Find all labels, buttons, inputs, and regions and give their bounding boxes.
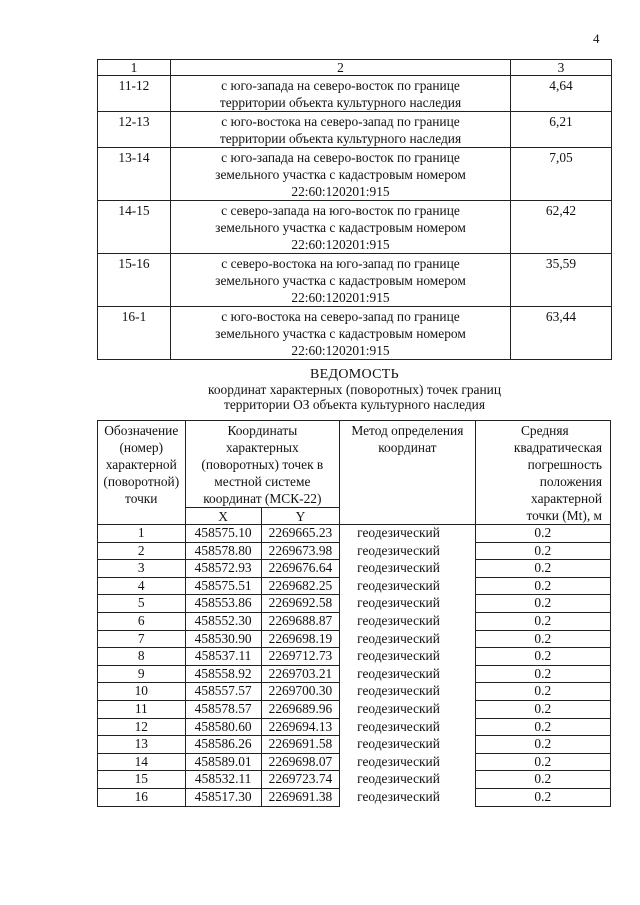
header-line: положения [539,474,602,489]
method-value: геодезический [340,560,475,578]
segments-header-col-3: 3 [511,60,612,76]
coordinate-x: 458589.01 [185,753,261,771]
header-line: местной системе [214,474,311,489]
header-line: Обозначение [104,423,179,438]
segment-description [171,148,511,201]
method-value: геодезический [340,595,475,613]
segment-description-line: земельного участка с кадастровым номером [215,167,466,182]
coordinate-x: 458552.30 [185,612,261,630]
coordinate-row [98,683,611,701]
segment-description-line: земельного участка с кадастровым номером [215,326,466,341]
header-line: Метод определения [351,423,464,438]
segments-table [97,59,612,360]
coordinate-y: 2269688.87 [261,612,339,630]
segment-description-line: с северо-запада на юго-восток по границе [221,203,460,218]
coordinate-x: 458578.57 [185,700,261,718]
coordinate-x: 458557.57 [185,683,261,701]
segment-row [98,112,612,148]
statement-title-line-3: территории ОЗ объекта культурного наследия [224,397,485,412]
segment-length: 7,05 [511,148,612,201]
statement-title-line-1: ВЕДОМОСТЬ [310,367,399,382]
header-line: (поворотных) точек в [201,457,324,472]
error-value: 0.2 [475,718,610,736]
point-number: 12 [98,718,186,736]
header-line: квадратическая [513,440,602,455]
segment-length: 35,59 [511,254,612,307]
segment-id: 14-15 [98,201,171,254]
coordinate-y: 2269676.64 [261,560,339,578]
method-value: геодезический [340,630,475,648]
header-line: характерной [105,457,177,472]
segment-row [98,148,612,201]
segment-description [171,254,511,307]
segment-length: 6,21 [511,112,612,148]
segment-row [98,76,612,112]
segment-description-line: с юго-востока на северо-запад по границе [221,309,460,324]
point-number: 15 [98,771,186,789]
coordinate-x: 458586.26 [185,736,261,754]
segment-description-line: 22:60:120201:915 [291,184,390,199]
coordinate-row [98,718,611,736]
coordinate-y: 2269691.58 [261,736,339,754]
coordinate-x: 458530.90 [185,630,261,648]
segments-header-col-2: 2 [171,60,511,76]
coordinate-x: 458537.11 [185,648,261,666]
coordinate-row [98,560,611,578]
method-value: геодезический [340,648,475,666]
segment-row [98,307,612,360]
segment-id: 15-16 [98,254,171,307]
method-value: геодезический [340,612,475,630]
coordinate-row [98,577,611,595]
segment-description-line: 22:60:120201:915 [291,237,390,252]
coordinates-table [97,420,611,807]
point-number: 6 [98,612,186,630]
segments-header-col-1: 1 [98,60,171,76]
coordinate-row [98,542,611,560]
segment-length: 4,64 [511,76,612,112]
error-value: 0.2 [475,683,610,701]
point-number: 14 [98,753,186,771]
segment-description-line: 22:60:120201:915 [291,290,390,305]
segment-description-line: земельного участка с кадастровым номером [215,273,466,288]
error-value: 0.2 [475,560,610,578]
coordinate-row [98,771,611,789]
coordinate-x: 458553.86 [185,595,261,613]
point-number: 2 [98,542,186,560]
method-value: геодезический [340,525,475,543]
coordinate-y: 2269698.07 [261,753,339,771]
coordinate-row [98,700,611,718]
header-line: точки [125,491,158,506]
coordinate-x: 458558.92 [185,665,261,683]
header-coordinates [185,421,340,508]
error-value: 0.2 [475,595,610,613]
coordinate-row [98,630,611,648]
header-line: координат (МСК-22) [203,491,322,506]
point-number: 11 [98,700,186,718]
coordinate-row [98,736,611,754]
header-line: Средняя [520,423,569,438]
coordinate-row [98,612,611,630]
method-value: геодезический [340,542,475,560]
method-value: геодезический [340,577,475,595]
coordinate-y: 2269703.21 [261,665,339,683]
error-value: 0.2 [475,771,610,789]
error-value: 0.2 [475,788,610,806]
statement-title-line-2: координат характерных (поворотных) точек границ [208,382,501,397]
header-method [340,421,475,525]
coordinate-y: 2269694.13 [261,718,339,736]
segment-description-line: территории объекта культурного наследия [219,131,462,146]
error-value: 0.2 [475,753,610,771]
point-number: 10 [98,683,186,701]
coordinate-x: 458575.10 [185,525,261,543]
error-value: 0.2 [475,630,610,648]
coordinate-row [98,788,611,806]
coordinate-y: 2269723.74 [261,771,339,789]
segment-description-line: 22:60:120201:915 [291,343,390,358]
coordinate-y: 2269700.30 [261,683,339,701]
point-number: 5 [98,595,186,613]
error-value: 0.2 [475,542,610,560]
coordinates-header-row [98,421,611,508]
point-number: 13 [98,736,186,754]
point-number: 1 [98,525,186,543]
error-value: 0.2 [475,700,610,718]
segment-length: 63,44 [511,307,612,360]
header-line: погрешность [527,457,602,472]
header-line: координат [378,440,437,455]
segment-description-line: с северо-востока на юго-запад по границе [221,256,460,271]
coordinate-x: 458517.30 [185,788,261,806]
header-y: Y [261,508,339,525]
header-line: (поворотной) [103,474,180,489]
coordinate-x: 458572.93 [185,560,261,578]
error-value: 0.2 [475,577,610,595]
header-point-designation [98,421,186,525]
coordinate-y: 2269689.96 [261,700,339,718]
error-value: 0.2 [475,665,610,683]
statement-title [97,367,612,412]
segment-description [171,201,511,254]
method-value: геодезический [340,665,475,683]
method-value: геодезический [340,753,475,771]
segment-description-line: с юго-запада на северо-восток по границе [221,150,460,165]
coordinate-row [98,648,611,666]
coordinate-x: 458580.60 [185,718,261,736]
segment-description-line: с юго-запада на северо-восток по границе [221,78,460,93]
point-number: 8 [98,648,186,666]
header-line: характерных [225,440,299,455]
coordinate-y: 2269665.23 [261,525,339,543]
header-line: характерной [531,491,602,506]
segment-row [98,201,612,254]
coordinate-row [98,753,611,771]
header-error [475,421,610,525]
segments-header-row [98,60,612,76]
coordinate-row [98,525,611,543]
coordinate-y: 2269691.38 [261,788,339,806]
coordinate-y: 2269712.73 [261,648,339,666]
segment-description [171,112,511,148]
method-value: геодезический [340,683,475,701]
point-number: 16 [98,788,186,806]
segment-id: 16-1 [98,307,171,360]
error-value: 0.2 [475,736,610,754]
method-value: геодезический [340,700,475,718]
coordinate-y: 2269698.19 [261,630,339,648]
coordinate-x: 458578.80 [185,542,261,560]
point-number: 9 [98,665,186,683]
error-value: 0.2 [475,648,610,666]
coordinate-y: 2269682.25 [261,577,339,595]
coordinate-x: 458575.51 [185,577,261,595]
method-value: геодезический [340,788,475,806]
coordinate-row [98,595,611,613]
segment-description-line: с юго-востока на северо-запад по границе [221,114,460,129]
segment-id: 12-13 [98,112,171,148]
error-value: 0.2 [475,612,610,630]
segment-row [98,254,612,307]
error-value: 0.2 [475,525,610,543]
coordinate-row [98,665,611,683]
coordinate-x: 458532.11 [185,771,261,789]
header-line: Координаты [227,423,298,438]
method-value: геодезический [340,771,475,789]
segment-description [171,307,511,360]
coordinate-y: 2269673.98 [261,542,339,560]
coordinate-y: 2269692.58 [261,595,339,613]
header-line: точки (Mt), м [526,508,602,523]
segment-id: 13-14 [98,148,171,201]
segment-length: 62,42 [511,201,612,254]
segment-id: 11-12 [98,76,171,112]
segment-description-line: земельного участка с кадастровым номером [215,220,466,235]
page-number: 4 [593,31,600,46]
segment-description-line: территории объекта культурного наследия [219,95,462,110]
point-number: 3 [98,560,186,578]
header-line: (номер) [119,440,164,455]
segment-description [171,76,511,112]
point-number: 4 [98,577,186,595]
point-number: 7 [98,630,186,648]
method-value: геодезический [340,718,475,736]
header-x: X [185,508,261,525]
method-value: геодезический [340,736,475,754]
